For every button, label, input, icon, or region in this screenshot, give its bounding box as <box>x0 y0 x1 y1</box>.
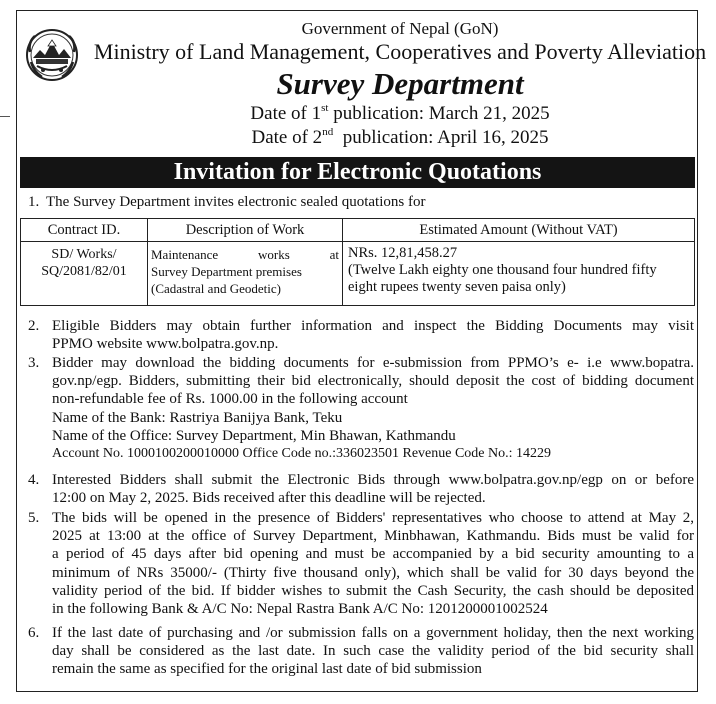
contract-id-line: SQ/2081/82/01 <box>41 264 127 279</box>
table-header-row <box>21 219 695 242</box>
second-publication-date: Date of 2nd publication: April 16, 2025 <box>251 125 549 148</box>
text-line: gov.np/egp. Bidders, submitting their bid electronically, should deposit the cost of bidding document <box>52 373 694 390</box>
text-line: Name of the Bank: Rastriya Banijya Bank, Teku <box>52 409 343 426</box>
column-header: Estimated Amount (Without VAT) <box>343 219 695 242</box>
text-line: remain the same as specified for the original last date of bid submission <box>52 661 482 678</box>
amount-words-line: (Twelve Lakh eighty one thousand four hundred fifty <box>348 262 657 278</box>
amount-words-line: eight rupees twenty seven paisa only) <box>348 279 566 295</box>
item-text <box>52 471 694 507</box>
item-text <box>52 317 694 353</box>
text-line: Name of the Office: Survey Department, Min Bhawan, Kathmandu <box>52 427 456 444</box>
item-number: 5. <box>28 510 40 526</box>
text-line: validity period of the bid. If bidder wishes to submit the Cash Security, the cash should be deposited <box>52 582 694 599</box>
text-line: If the last date of purchasing and /or submission falls on a government holiday, then the next working <box>52 625 694 641</box>
description-line: Survey Department premises <box>151 264 302 279</box>
government-heading: Government of Nepal (GoN) <box>301 19 499 38</box>
item-number: 1. <box>28 194 40 210</box>
table-row <box>21 242 695 306</box>
first-publication-date: Date of 1st publication: March 21, 2025 <box>250 101 550 124</box>
text-line: a period of 45 days after bid opening and must be accompanied by a bid security amounting to a <box>52 546 694 563</box>
text-line: in the following Bank & A/C No: Nepal Rastra Bank A/C No: 1201200001002524 <box>52 601 548 618</box>
description-word: at <box>329 247 339 262</box>
description-line <box>151 246 339 263</box>
text-line: Eligible Bidders may obtain further information and inspect the Bidding Documents may visit <box>52 318 694 334</box>
text-line: Interested Bidders shall submit the Electronic Bids through www.bolpatra.gov.np/egp on or before <box>52 472 694 488</box>
notice-title-banner: Invitation for Electronic Quotations <box>20 157 695 188</box>
text-line: 2025 at 13:00 at the office of Survey Department, Minbhawan, Kathmandu. Bids must be valid for <box>52 528 694 545</box>
contract-id-cell <box>21 242 148 306</box>
item-number: 6. <box>28 625 40 641</box>
text-line: day shall be considered as the last date. In such case the validity period of the bid security shall <box>52 643 694 660</box>
text-line: PPMO website www.bolpatra.gov.np. <box>52 336 279 353</box>
item-number: 4. <box>28 472 40 488</box>
item-text <box>52 624 694 679</box>
nepal-emblem-icon <box>25 28 79 82</box>
item-text <box>52 354 694 463</box>
quotation-table <box>20 218 695 306</box>
edge-mark <box>0 116 10 117</box>
item-text: The Survey Department invites electronic sealed quotations for <box>46 194 426 210</box>
text-line: minimum of NRs 35000/- (Thirty five thousand only), which shall be valid for 30 days beyond the <box>52 564 694 581</box>
text-line: 12:00 on May 2, 2025. Bids received after this deadline will be rejected. <box>52 490 486 507</box>
ministry-heading: Ministry of Land Management, Cooperatives and Poverty Alleviation <box>93 39 707 64</box>
description-word: works <box>257 247 290 262</box>
amount-value: NRs. 12,81,458.27 <box>348 245 458 261</box>
item-number: 3. <box>28 355 40 371</box>
text-line: non-refundable fee of Rs. 1000.00 in the following account <box>52 391 408 408</box>
description-cell <box>148 242 343 306</box>
item-number: 2. <box>28 318 40 334</box>
item-text <box>52 509 694 618</box>
contract-id-line: SD/ Works/ <box>51 247 117 262</box>
column-header: Description of Work <box>148 219 343 242</box>
description-line: (Cadastral and Geodetic) <box>151 281 281 296</box>
department-title: Survey Department <box>276 66 524 101</box>
amount-cell <box>343 242 695 306</box>
text-line: Account No. 1000100200010000 Office Code no.:336023501 Revenue Code No.: 14229 <box>52 446 552 462</box>
column-header: Contract ID. <box>21 219 148 242</box>
text-line: The bids will be opened in the presence of Bidders' representatives who choose to attend at May 2, <box>52 510 694 526</box>
description-word: Maintenance <box>151 247 219 262</box>
text-line: Bidder may download the bidding documents for e-submission from PPMO’s e- i.e www.bopatra. <box>52 355 694 371</box>
